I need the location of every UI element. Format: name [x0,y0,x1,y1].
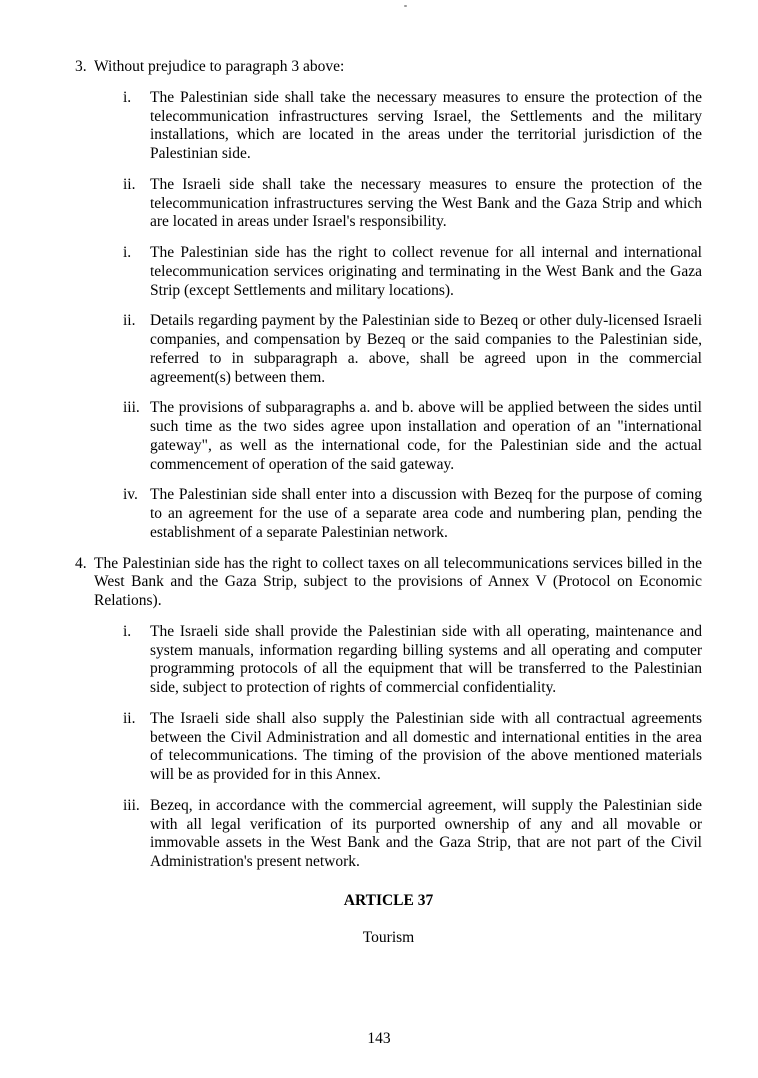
subparagraph-4-i [123,623,702,698]
subparagraph-text: The Palestinian side has the right to collect revenue for all internal and international telecommunication services originating and terminating in the West Bank and the Gaza Strip (except Settlements and military locations). [150,244,702,299]
paragraph-text: The Palestinian side has the right to collect taxes on all telecommunications services billed in the West Bank and the Gaza Strip, subject to the provisions of Annex V (Protocol on Economic Relations). [94,554,702,609]
subparagraph-number: i. [123,88,132,106]
subparagraph-text: The Palestinian side shall enter into a discussion with Bezeq for the purpose of coming to an agreement for the use of a separate area code and numbering plan, pending the establishment of a separate Palestinian network. [150,486,702,541]
paragraph-4 [75,555,702,611]
subparagraph-number: iii. [123,399,140,417]
paragraph-number: 3. [75,58,87,75]
subparagraph-number: i. [123,622,132,640]
subparagraph-text: Bezeq, in accordance with the commercial agreement, will supply the Palestinian side with all legal verification of its purported ownership of any and all movable or immovable assets in the West Bank and the Gaza Strip, that are not part of the Civil Administration's present network. [150,796,702,870]
article-heading: ARTICLE 37 [343,891,434,909]
page-number: 143 [367,1030,391,1047]
subparagraph-text: The Israeli side shall provide the Palestinian side with all operating, maintenance and system manuals, information regarding billing systems and all operating and computer programming protocols of all the equipment that will be transferred to the Palestinian side, subject to protection of rights of commercial confidentiality. [150,622,702,696]
subparagraph-text: The Israeli side shall take the necessary measures to ensure the protection of the telecommunication infrastructures serving the West Bank and the Gaza Strip and which are located in areas under Israel's responsibility. [150,175,702,231]
subparagraph-number: i. [123,244,132,261]
subparagraph-a-i [123,89,702,164]
subparagraph-4-ii [123,710,702,785]
subparagraph-number: iii. [123,796,140,814]
subparagraph-text: Details regarding payment by the Palestinian side to Bezeq or other duly-licensed Israeli companies, and compensation by Bezeq or the said companies to the Palestinian side, referred to in subparagraph a. above, shall be agreed upon in the commercial agreement(s) between them. [150,312,702,386]
subparagraph-a-ii [123,176,702,232]
paragraph-text: Without prejudice to paragraph 3 above: [94,58,345,75]
subparagraph-text: The provisions of subparagraphs a. and b. above will be applied between the sides until such time as the two sides agree upon installation and operation of an "international gateway", as well as the international code, for the Palestinian side and the actual commencement of operation of the said gateway. [150,399,702,473]
paragraph-number: 4. [75,554,87,572]
subparagraph-b-iv [123,486,702,542]
paragraph-3 [75,58,702,77]
subparagraph-number: ii. [123,312,136,330]
subparagraph-b-i [123,244,702,300]
subparagraph-number: ii. [123,175,136,193]
subparagraph-b-iii [123,399,702,474]
subparagraph-text: The Israeli side shall also supply the Palestinian side with all contractual agreements between the Civil Administration and all domestic and international entities in the area of telecommunications. The timing of the provision of the above mentioned materials will be as provided for in this Annex. [150,709,702,783]
subparagraph-b-ii [123,312,702,387]
scan-artifact [404,5,407,7]
subparagraph-text: The Palestinian side shall take the necessary measures to ensure the protection of the telecommunication infrastructures serving Israel, the Settlements and the military installations, which are located in the areas under the territorial jurisdiction of the Palestinian side. [150,88,702,162]
subparagraph-number: ii. [123,709,136,727]
subparagraph-number: iv. [123,486,138,504]
subparagraph-4-iii [123,797,702,872]
article-subheading: Tourism [362,928,415,946]
